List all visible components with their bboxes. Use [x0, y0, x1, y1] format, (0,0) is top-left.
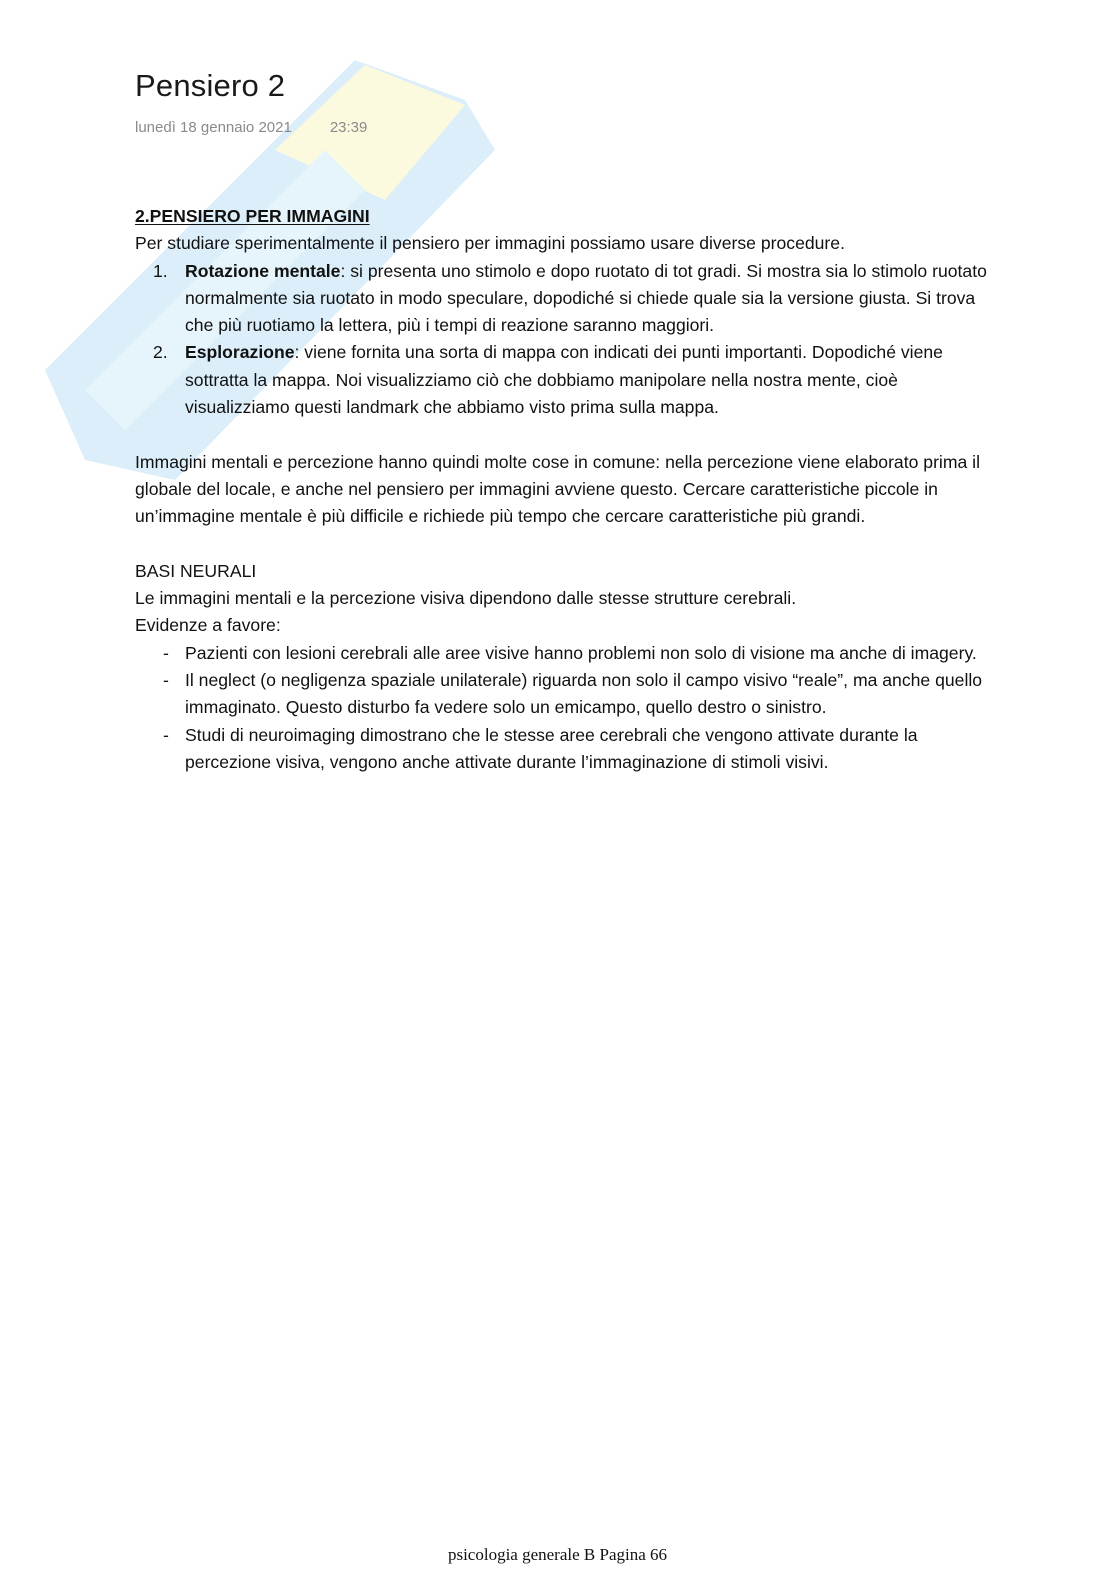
list-item-text: Studi di neuroimaging dimostrano che le stesse aree cerebrali che vengono attivate durante la percezione visiva, vengono anche attivate durante l’immaginazione di stimoli visivi. [185, 724, 918, 772]
body-paragraph: Immagini mentali e percezione hanno quindi molte cose in comune: nella percezione viene elaborato prima il globale del locale, e anche nel pensiero per immagini avviene questo. Cercare caratteristiche piccole in un’immagine mentale è più difficile e richiede più tempo che cercare caratteristiche più grandi. [135, 451, 980, 527]
list-item-text: : si presenta uno stimolo e dopo ruotato di tot gradi. Si mostra sia lo stimolo ruotato normalmente sia ruotato in modo speculare, dopodiché si chiede quale sia la versione giusta. Si trova che più ruotiamo la lettera, più i tempi di reazione saranno maggiori. [185, 260, 987, 336]
page-footer: psicologia generale B Pagina 66 [447, 1545, 668, 1564]
list-item [135, 667, 995, 722]
page-title: Pensiero 2 [135, 68, 286, 103]
list-item [135, 339, 995, 421]
list-item-term: Esplorazione [185, 342, 295, 363]
list-item-text: Pazienti con lesioni cerebrali alle aree visive hanno problemi non solo di visione ma anche di imagery. [185, 642, 977, 663]
list-item [135, 640, 995, 667]
note-time: 23:39 [329, 119, 368, 136]
list-number: 2. [153, 342, 168, 363]
note-date: lunedì 18 gennaio 2021 [135, 119, 292, 136]
evidence-list [135, 640, 995, 776]
section-heading-basi-neurali: BASI NEURALI [135, 560, 257, 581]
body-line: Le immagini mentali e la percezione visiva dipendono dalle stesse strutture cerebrali. [135, 588, 797, 609]
list-item-text: : viene fornita una sorta di mappa con indicati dei punti importanti. Dopodiché viene sottratta la mappa. Noi visualizziamo ciò che dobbiamo manipolare nella nostra mente, cioè visualizziamo questi landmark che abbiamo visto prima sulla mappa. [185, 342, 943, 418]
list-item [135, 722, 995, 777]
note-timestamp [135, 119, 367, 136]
list-item [135, 258, 995, 340]
section-intro: Per studiare sperimentalmente il pensiero per immagini possiamo usare diverse procedure. [135, 233, 845, 254]
note-body [135, 203, 995, 776]
section-heading-pensiero-per-immagini: 2.PENSIERO PER IMMAGINI [135, 206, 370, 226]
list-dash: - [163, 670, 169, 691]
list-dash: - [163, 642, 169, 663]
list-item-term: Rotazione mentale [185, 260, 341, 281]
list-dash: - [163, 724, 169, 745]
body-line: Evidenze a favore: [135, 615, 281, 636]
list-item-text: Il neglect (o negligenza spaziale unilaterale) riguarda non solo il campo visivo “reale”, ma anche quello immaginato. Questo disturbo fa vedere solo un emicampo, quello destro o sinistro. [185, 670, 983, 718]
procedures-list [135, 258, 995, 422]
list-number: 1. [153, 260, 168, 281]
